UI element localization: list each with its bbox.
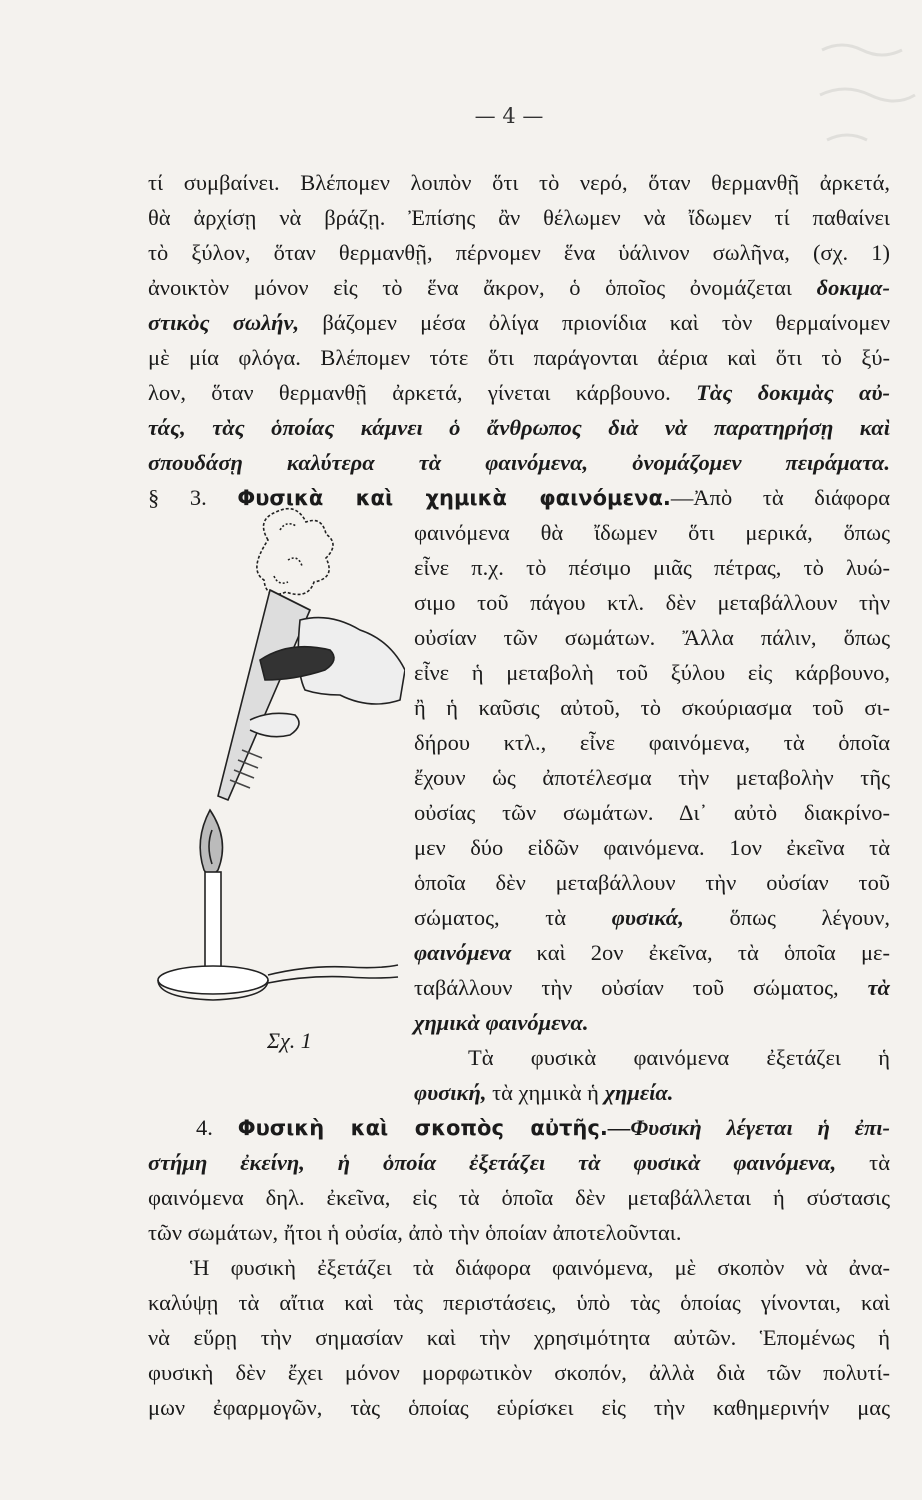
text-line: φαινόμενα καὶ 2ον ἐκεῖνα, τὰ ὁποῖα με- xyxy=(414,940,890,965)
text-line: ἢ ἡ καῦσις αὐτοῦ, τὸ σκούριασμα τοῦ σι- xyxy=(414,695,890,720)
text-line: ὁποῖα δὲν μεταβάλλουν τὴν οὐσίαν τοῦ xyxy=(414,870,890,895)
text-line: φυσικὴ δὲν ἔχει μόνον μορφωτικὸν σκοπόν, ἀλλὰ διὰ τῶν πολυτί- xyxy=(148,1360,890,1385)
text-line: τὸ ξύλον, ὅταν θερμανθῇ, πέρνομεν ἕνα ὑάλινον σωλῆνα, (σχ. 1) xyxy=(148,240,890,265)
text-line: Ἡ φυσικὴ ἐξετάζει τὰ διάφορα φαινόμενα, μὲ σκοπὸν νὰ ἀνα- xyxy=(190,1255,890,1280)
text-line: θὰ ἀρχίσῃ νὰ βράζῃ. Ἐπίσης ἂν θέλωμεν νὰ ἴδωμεν τί παθαίνει xyxy=(148,205,890,230)
text-line: λον, ὅταν θερμανθῇ ἀρκετά, γίνεται κάρβουνο. Τὰς δοκιμὰς αὐ- xyxy=(148,380,890,405)
text-line: σπουδάσῃ καλύτερα τὰ φαινόμενα, ὀνομάζομεν πειράματα. xyxy=(148,450,890,475)
text-line: στικὸς σωλήν, βάζομεν μέσα ὀλίγα πριονίδια καὶ τὸν θερμαίνομεν xyxy=(148,310,891,335)
text-line: Τὰ φυσικὰ φαινόμενα ἐξετάζει ἡ xyxy=(468,1045,890,1070)
text-line: νὰ εὕρῃ τὴν σημασίαν καὶ τὴν χρησιμότητα αὐτῶν. Ἑπομένως ἡ xyxy=(148,1325,890,1350)
text-line: τάς, τὰς ὁποίας κάμνει ὁ ἄνθρωπος διὰ νὰ παρατηρήσῃ καὶ xyxy=(148,415,890,440)
page-number: — 4 — xyxy=(474,104,544,128)
text-line: ἀνοικτὸν μόνον εἰς τὸ ἕνα ἄκρον, ὁ ὁποῖος ὀνομάζεται δοκιμα- xyxy=(148,275,890,300)
text-line: χημικὰ φαινόμενα. xyxy=(414,1010,589,1035)
text-line: μὲ μία φλόγα. Βλέπομεν τότε ὅτι παράγονται ἀέρια καὶ ὅτι τὸ ξύ- xyxy=(148,345,890,370)
text-line: τί συμβαίνει. Βλέπομεν λοιπὸν ὅτι τὸ νερό, ὅταν θερμανθῇ ἀρκετά, xyxy=(148,170,890,195)
text-line: οὐσίαν τῶν σωμάτων. Ἄλλα πάλιν, ὅπως xyxy=(414,625,890,650)
text-line: σιμο τοῦ πάγου κτλ. δὲν μεταβάλλουν τὴν xyxy=(414,590,890,615)
text-line: φαινόμενα θὰ ἴδωμεν ὅτι μερικά, ὅπως xyxy=(414,520,890,545)
figure-caption: Σχ. 1 xyxy=(267,1028,312,1053)
text-line: φαινόμενα δηλ. ἐκεῖνα, εἰς τὰ ὁποῖα δὲν μεταβάλλεται ἡ σύστασις xyxy=(148,1185,890,1210)
section-heading-4: 4. Φυσικὴ καὶ σκοπὸς αὐτῆς.—Φυσικὴ λέγεται ἡ ἐπι- xyxy=(196,1115,891,1140)
text-line: τῶν σωμάτων, ἤτοι ἡ οὐσία, ἀπὸ τὴν ὁποίαν ἀποτελοῦνται. xyxy=(148,1220,682,1245)
bleed-through-marks xyxy=(812,20,922,160)
text-line: οὐσίας τῶν σωμάτων. Δι᾽ αὐτὸ διακρίνο- xyxy=(414,800,890,825)
test-tube-figure xyxy=(150,500,405,1020)
text-line: εἶνε ἡ μεταβολὴ τοῦ ξύλου εἰς κάρβουνο, xyxy=(414,660,890,685)
text-line: μεν δύο εἰδῶν φαινόμενα. 1ον ἐκεῖνα τὰ xyxy=(414,835,890,860)
text-line: σώματος, τὰ φυσικά, ὅπως λέγουν, xyxy=(414,905,890,930)
text-line: εἶνε π.χ. τὸ πέσιμο μιᾶς πέτρας, τὸ λυώ- xyxy=(414,555,890,580)
text-line: δήρου κτλ., εἶνε φαινόμενα, τὰ ὁποῖα xyxy=(414,730,890,755)
text-line: μων ἐφαρμογῶν, τὰς ὁποίας εὑρίσκει εἰς τὴν καθημερινήν μας xyxy=(148,1395,890,1420)
text-line: φυσική, τὰ χημικὰ ἡ χημεία. xyxy=(414,1080,674,1105)
section-heading-3: § 3. Φυσικὰ καὶ χημικὰ φαινόμενα.—Ἀπὸ τὰ διάφορα xyxy=(148,485,890,510)
text-line: ἔχουν ὡς ἀποτέλεσμα τὴν μεταβολὴν τῆς xyxy=(414,765,890,790)
text-line: στήμη ἐκείνη, ἡ ὁποία ἐξετάζει τὰ φυσικὰ φαινόμενα, τὰ xyxy=(148,1150,890,1175)
text-line: καλύψῃ τὰ αἴτια καὶ τὰς περιστάσεις, ὑπὸ τὰς ὁποίας γίνονται, καὶ xyxy=(148,1290,890,1315)
text-line: ταβάλλουν τὴν οὐσίαν τοῦ σώματος, τὰ xyxy=(414,975,890,1000)
